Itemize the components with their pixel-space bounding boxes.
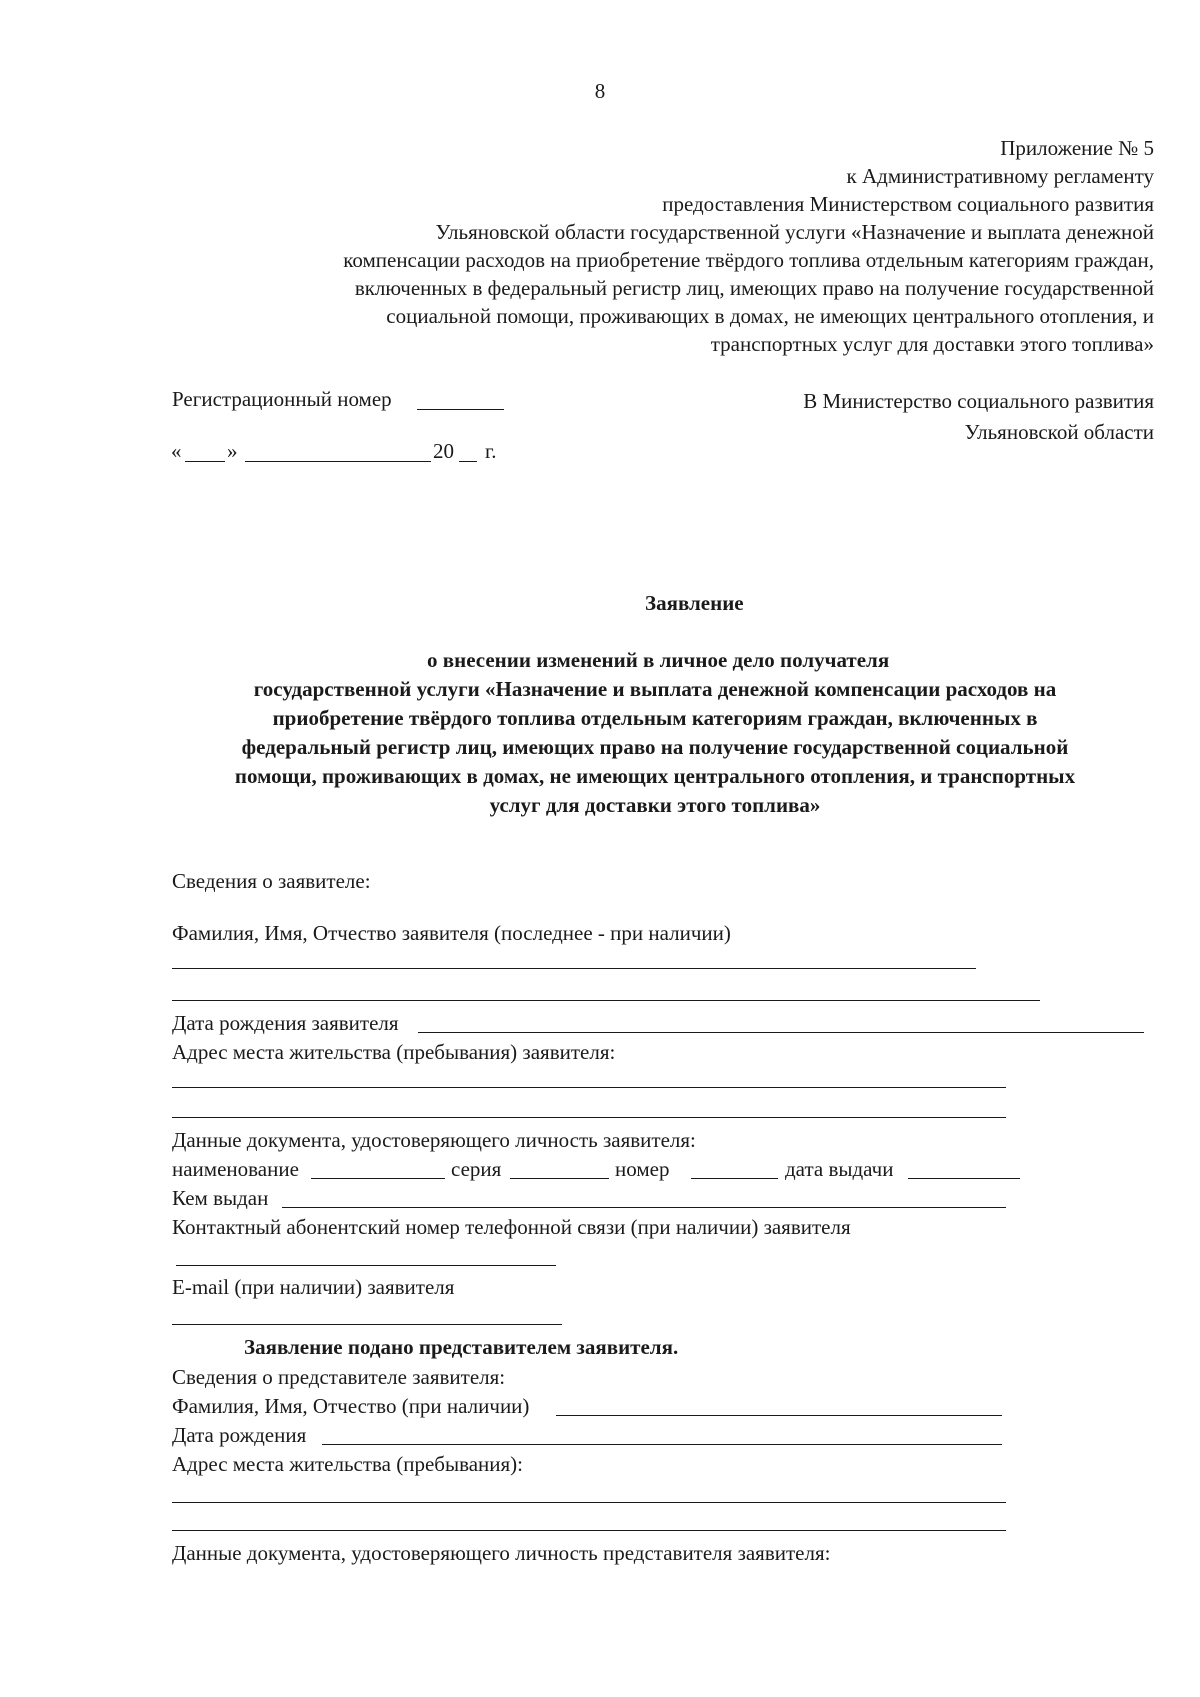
applicant-doc-label: Данные документа, удостоверяющего личность заявителя:: [172, 1128, 696, 1152]
applicant-birth-label: Дата рождения заявителя: [172, 1011, 399, 1035]
representative-birth-label: Дата рождения: [172, 1423, 307, 1447]
representative-address-field-2[interactable]: [172, 1530, 1006, 1531]
registration-number-label: Регистрационный номер: [172, 387, 392, 411]
doc-issue-date-field[interactable]: [908, 1178, 1020, 1179]
representative-address-label: Адрес места жительства (пребывания):: [172, 1452, 524, 1476]
date-year-field[interactable]: [459, 461, 477, 462]
appendix-line: транспортных услуг для доставки этого топлива»: [710, 332, 1154, 356]
applicant-section-label: Сведения о заявителе:: [172, 869, 371, 893]
issued-by-field[interactable]: [282, 1207, 1006, 1208]
doc-series-label: серия: [451, 1157, 502, 1181]
addressee-line: Ульяновской области: [964, 420, 1154, 444]
issued-by-label: Кем выдан: [172, 1186, 269, 1210]
doc-issue-date-label: дата выдачи: [785, 1157, 894, 1181]
date-quote-close: »: [227, 439, 238, 463]
representative-birth-field[interactable]: [322, 1444, 1002, 1445]
appendix-line: компенсации расходов на приобретение твёрдого топлива отдельным категориям граждан,: [343, 248, 1154, 272]
date-day-field[interactable]: [185, 461, 225, 462]
date-year-prefix: 20: [433, 439, 454, 463]
applicant-fio-field-2[interactable]: [172, 1000, 1040, 1001]
applicant-address-field-2[interactable]: [172, 1117, 1006, 1118]
appendix-line: социальной помощи, проживающих в домах, не имеющих центрального отопления, и: [386, 304, 1154, 328]
appendix-line: предоставления Министерством социального развития: [662, 192, 1154, 216]
representative-submitted-label: Заявление подано представителем заявителя.: [244, 1335, 679, 1359]
representative-doc-label: Данные документа, удостоверяющего личность представителя заявителя:: [172, 1541, 831, 1565]
applicant-email-field[interactable]: [172, 1324, 562, 1325]
date-year-suffix: г.: [485, 439, 497, 463]
document-subtitle-line: о внесении изменений в личное дело получателя: [427, 648, 890, 672]
document-subtitle-line: государственной услуги «Назначение и выплата денежной компенсации расходов на: [253, 677, 1057, 701]
applicant-email-label: E-mail (при наличии) заявителя: [172, 1275, 455, 1299]
document-subtitle-line: приобретение твёрдого топлива отдельным категориям граждан, включенных в: [272, 706, 1038, 730]
applicant-fio-field[interactable]: [172, 968, 976, 969]
appendix-line: включенных в федеральный регистр лиц, имеющих право на получение государственной: [354, 276, 1154, 300]
applicant-address-field[interactable]: [172, 1087, 1006, 1088]
appendix-line: к Административному регламенту: [846, 164, 1154, 188]
representative-address-field[interactable]: [172, 1502, 1006, 1503]
doc-series-field[interactable]: [510, 1178, 609, 1179]
applicant-phone-field[interactable]: [176, 1265, 556, 1266]
doc-number-label: номер: [615, 1157, 670, 1181]
doc-name-label: наименование: [172, 1157, 299, 1181]
document-title: Заявление: [645, 591, 744, 615]
applicant-phone-label: Контактный абонентский номер телефонной связи (при наличии) заявителя: [172, 1215, 851, 1239]
document-subtitle-line: услуг для доставки этого топлива»: [489, 793, 821, 817]
appendix-line: Ульяновской области государственной услуги «Назначение и выплата денежной: [435, 220, 1154, 244]
applicant-fio-label: Фамилия, Имя, Отчество заявителя (последнее - при наличии): [172, 921, 731, 945]
page-number: 8: [594, 79, 606, 103]
registration-number-field[interactable]: [417, 409, 504, 410]
doc-number-field[interactable]: [691, 1178, 778, 1179]
appendix-title: Приложение № 5: [1000, 136, 1154, 160]
representative-section-label: Сведения о представителе заявителя:: [172, 1365, 506, 1389]
date-month-field[interactable]: [245, 461, 431, 462]
addressee-line: В Министерство социального развития: [803, 389, 1154, 413]
applicant-address-label: Адрес места жительства (пребывания) заявителя:: [172, 1040, 616, 1064]
representative-fio-field[interactable]: [556, 1415, 1002, 1416]
document-subtitle-line: федеральный регистр лиц, имеющих право на получение государственной социальной: [241, 735, 1069, 759]
document-subtitle-line: помощи, проживающих в домах, не имеющих центрального отопления, и транспортных: [234, 764, 1076, 788]
representative-fio-label: Фамилия, Имя, Отчество (при наличии): [172, 1394, 530, 1418]
applicant-birth-field[interactable]: [418, 1032, 1144, 1033]
date-quote-open: «: [171, 439, 182, 463]
doc-name-field[interactable]: [311, 1178, 445, 1179]
